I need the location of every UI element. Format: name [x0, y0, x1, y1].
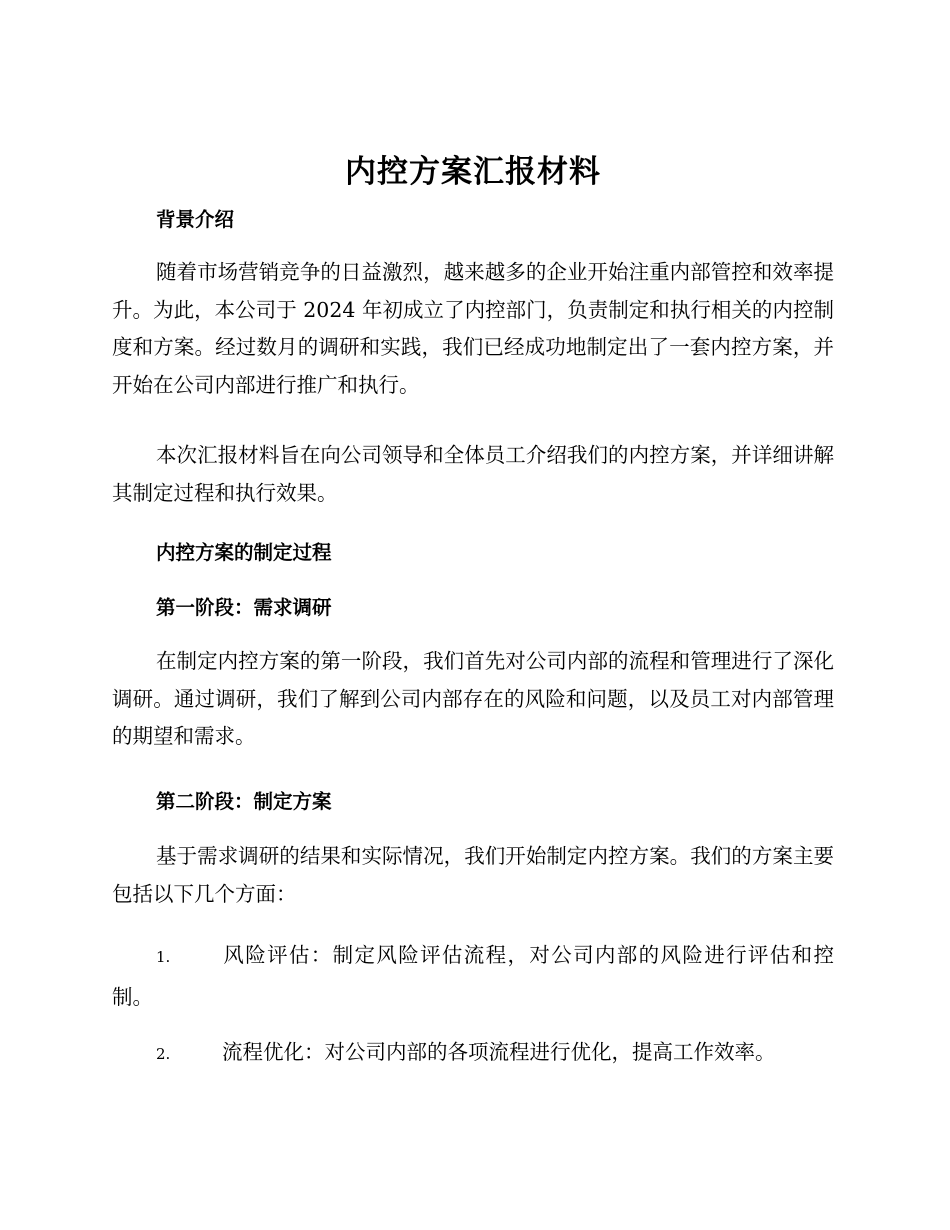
section-heading-process: 内控方案的制定过程	[156, 541, 332, 564]
list-item-text: 流程优化：对公司内部的各项流程进行优化，提高工作效率。	[222, 1040, 776, 1064]
list-item-number: 2.	[156, 1045, 171, 1063]
list-item-text: 风险评估：制定风险评估流程，对公司内部的风险进行评估和控制。	[112, 943, 834, 1009]
section-heading-background: 背景介绍	[156, 208, 235, 231]
list-item	[112, 1032, 834, 1074]
list-item-number: 1.	[156, 948, 171, 966]
subsection-heading-stage1: 第一阶段：需求调研	[156, 596, 332, 619]
paragraph-stage2: 基于需求调研的结果和实际情况，我们开始制定内控方案。我们的方案主要包括以下几个方面：	[112, 844, 834, 906]
document-title: 内控方案汇报材料	[345, 154, 601, 190]
list-item	[112, 935, 834, 1017]
paragraph-background-2: 本次汇报材料旨在向公司领导和全体员工介绍我们的内控方案，并详细讲解其制定过程和执行效果。	[112, 443, 834, 505]
subsection-heading-stage2: 第二阶段：制定方案	[156, 790, 332, 813]
paragraph-background-1: 随着市场营销竞争的日益激烈，越来越多的企业开始注重内部管控和效率提升。为此，本公司于 2024 年初成立了内控部门，负责制定和执行相关的内控制度和方案。经过数月的调研和实践，我们已经成功地制定出了一套内控方案，并开始在公司内部进行推广和执行。	[112, 260, 834, 397]
paragraph-stage1: 在制定内控方案的第一阶段，我们首先对公司内部的流程和管理进行了深化调研。通过调研，我们了解到公司内部存在的风险和问题，以及员工对内部管理的期望和需求。	[112, 649, 834, 749]
